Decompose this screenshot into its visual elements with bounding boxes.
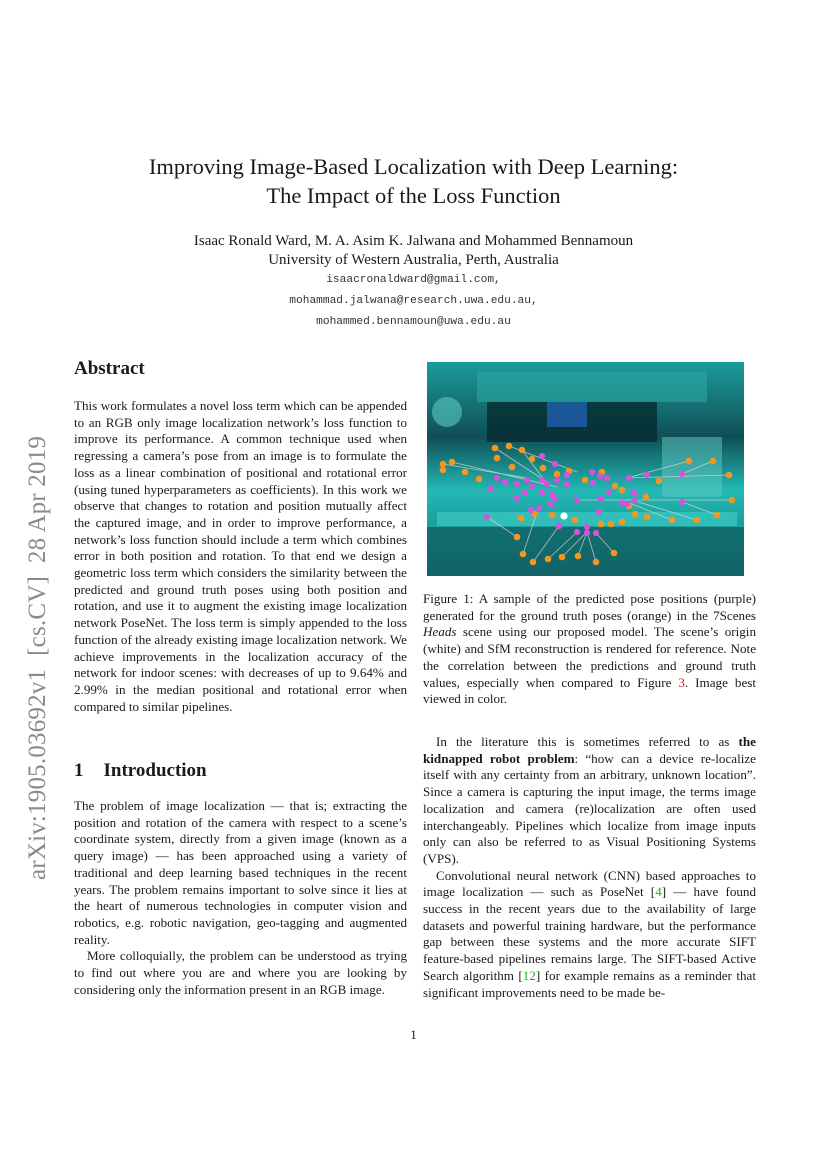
email-3: mohammed.bennamoun@uwa.edu.au bbox=[316, 316, 511, 328]
paper-title bbox=[0, 152, 827, 210]
figure-1-image bbox=[427, 362, 744, 576]
intro-paragraph-3 bbox=[423, 734, 756, 868]
author-block bbox=[0, 232, 827, 270]
title-line-2: The Impact of the Loss Function bbox=[266, 183, 561, 208]
kidnapped-robot-term: the kidnapped robot problem bbox=[423, 734, 756, 766]
caption-text: . Image best viewed in color. bbox=[423, 674, 756, 707]
abstract-text: This work formulates a novel loss term which can be appended to an RGB only image localization network’s loss function to improve its performance. A common technique used when regressing a camera’s pose from an image is to formulate the loss as a linear combination of positional and rotational error (using tuned hyperparameters as coefficients). In this work we observe that changes to rotation and position mutually affect the captured image, and in order to improve performance, a network’s loss function should include a term which combines error in both position and rotation. To that end we design a geometric loss term which considers the similarity between the predicted and ground truth poses using both position and rotation, and use it to augment the existing image localization network PoseNet. The loss term is simply appended to the loss function of the already existing image localization network. We achieve improvements in the localization accuracy of the network for indoor scenes: with decreases of up to 9.64% and 2.99% in the median positional and rotational error when compared to similar pipelines. bbox=[74, 398, 407, 714]
section-number: 1 bbox=[74, 760, 84, 781]
figure-3-link[interactable]: 3 bbox=[678, 674, 685, 690]
email-list bbox=[0, 270, 827, 333]
text: ] for example remains as a reminder that significant improvements need to be made be- bbox=[423, 967, 756, 1000]
text: In the literature this is sometimes referred to as bbox=[436, 734, 739, 749]
affiliation: University of Western Australia, Perth, Australia bbox=[268, 252, 559, 268]
email-1: isaacronaldward@gmail.com, bbox=[326, 274, 501, 286]
figure-1-caption bbox=[423, 591, 756, 708]
abstract-section bbox=[74, 358, 407, 715]
introduction-heading bbox=[74, 760, 407, 782]
caption-text: scene using our proposed model. The scene’s origin (white) and SfM reconstruction is rendered for reference. Note the correlation between the predictions and ground truth values, especially when compared to Figure bbox=[423, 624, 756, 690]
text: : “how can a device re-localize itself with any certainty from an arbitrary, unknown location”. Since a camera is capturing the input image, the terms image localization and camera (re)localization are often used interchangeably. Pipelines which localize from image inputs only can also be referred to as Visual Positioning Systems (VPS). bbox=[423, 750, 756, 866]
introduction-section bbox=[74, 760, 407, 998]
section-title: Introduction bbox=[103, 760, 207, 781]
arxiv-stamp: arXiv:1905.03692v1 [cs.CV] 28 Apr 2019 bbox=[24, 435, 51, 880]
abstract-heading: Abstract bbox=[74, 358, 145, 379]
text: ] — have found success in the recent years due to the availability of large datasets and powerful training hardware, but the performance gap between these systems and the more accurate SIFT feature-based pipelines remains large. The SIFT-based Active Search algorithm [ bbox=[423, 884, 757, 983]
origin-marker bbox=[560, 512, 567, 519]
pose-scatter-visualization bbox=[427, 362, 744, 576]
intro-paragraph-1: The problem of image localization — that is; extracting the position and rotation of the camera with respect to a scene’s coordinate system, directly from a given image (known as a query image) — has been approached using a variety of traditional and deep learning based techniques in the recent years. The problem remains important to solve since it lies at the heart of numerous technologies in computer vision and robotics, e.g. robotic navigation, geo-tagging and augmented reality. bbox=[74, 798, 407, 947]
intro-paragraph-2: More colloquially, the problem can be understood as trying to find out where you are and where you are looking by considering only the information present in an RGB image. bbox=[74, 948, 407, 997]
title-line-1: Improving Image-Based Localization with Deep Learning: bbox=[148, 154, 679, 179]
page-number: 1 bbox=[410, 1027, 417, 1042]
intro-paragraph-4 bbox=[423, 868, 756, 1002]
author-names: Isaac Ronald Ward, M. A. Asim K. Jalwana and Mohammed Bennamoun bbox=[193, 233, 634, 249]
text: Convolutional neural network (CNN) based approaches to image localization — such as PoseNet [ bbox=[423, 867, 756, 900]
citation-4-link[interactable]: 4 bbox=[655, 884, 662, 900]
caption-text: Figure 1: A sample of the predicted pose positions (purple) generated for the ground truth poses (orange) in the 7Scenes bbox=[423, 591, 756, 623]
citation-12-link[interactable]: 12 bbox=[522, 967, 536, 983]
right-column-body bbox=[423, 734, 756, 1001]
email-2: mohammad.jalwana@research.uwa.edu.au, bbox=[289, 295, 538, 307]
caption-scene-name: Heads bbox=[423, 624, 457, 640]
